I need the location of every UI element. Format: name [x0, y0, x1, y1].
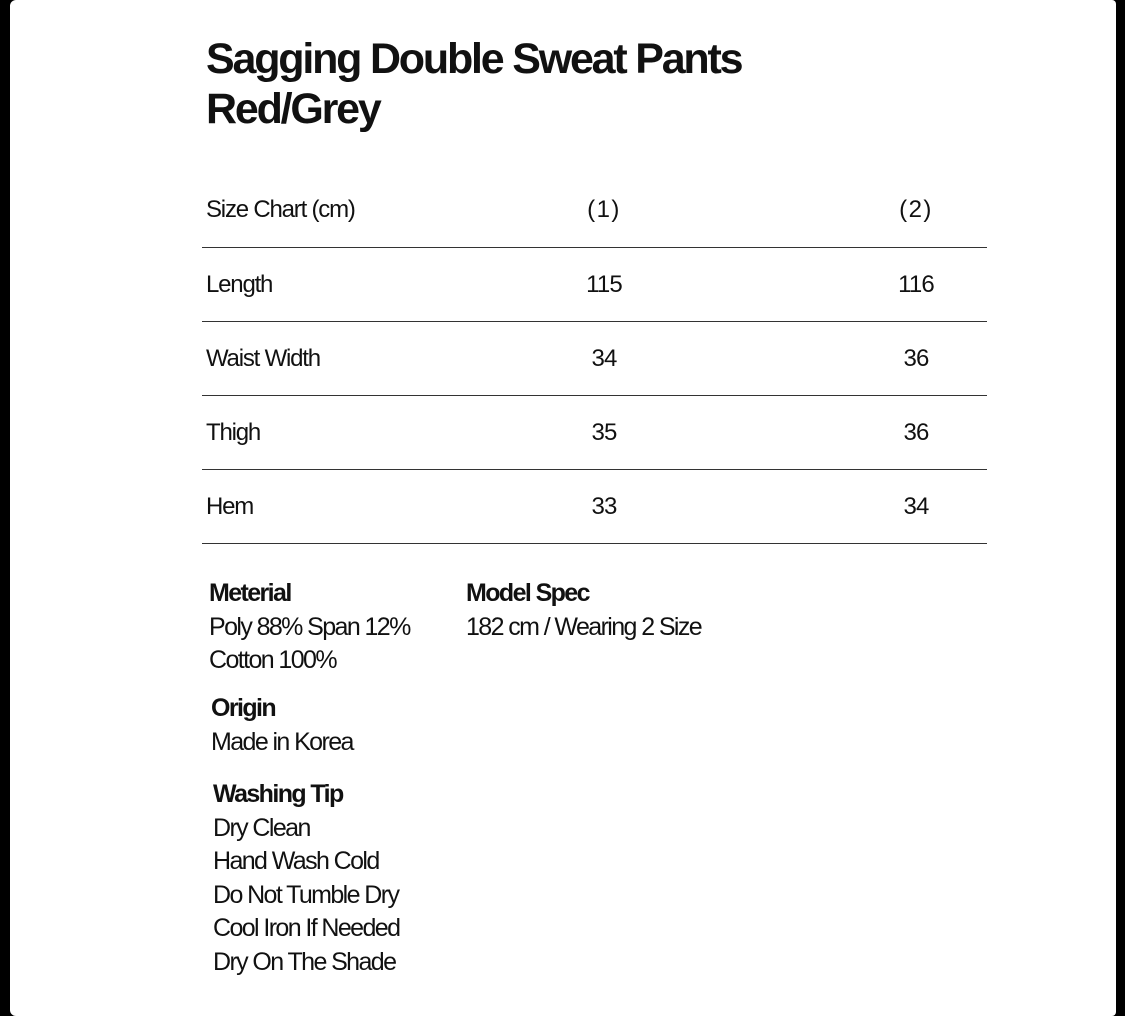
product-name: Sagging Double Sweat Pants: [206, 35, 742, 83]
size-1-value: 35: [591, 418, 617, 446]
size-2-value: 36: [903, 344, 929, 372]
table-row: [202, 396, 987, 470]
washing-tip-heading: Washing Tip: [213, 780, 343, 808]
product-title: [206, 34, 741, 134]
model-spec-section: [466, 577, 701, 644]
size-chart-table: [202, 172, 987, 544]
measurement-label: Hem: [206, 492, 254, 520]
material-line: Poly 88% Span 12%: [209, 612, 410, 641]
table-row: [202, 470, 987, 544]
material-line: Cotton 100%: [209, 646, 336, 674]
washing-tip-line: Dry Clean: [213, 813, 310, 842]
size-chart-title: Size Chart (cm): [206, 195, 355, 223]
washing-tip-line: Cool Iron If Needed: [213, 914, 400, 942]
table-row: [202, 322, 987, 396]
size-column-2-header: (2): [899, 195, 933, 223]
size-1-value: 34: [591, 344, 617, 372]
washing-tip-line: Hand Wash Cold: [213, 847, 379, 875]
product-color: Red/Grey: [206, 85, 380, 133]
measurement-label: Length: [206, 270, 273, 298]
material-section: [209, 577, 410, 678]
origin-heading: Origin: [211, 694, 276, 722]
origin-line: Made in Korea: [211, 727, 353, 756]
size-column-1-header: (1): [587, 195, 621, 223]
model-spec-heading: Model Spec: [466, 579, 589, 607]
size-2-value: 36: [903, 418, 929, 446]
size-2-value: 116: [898, 270, 934, 298]
size-chart-header-row: [202, 172, 987, 248]
origin-section: [211, 692, 353, 759]
size-1-value: 115: [586, 270, 622, 298]
measurement-label: Thigh: [206, 418, 261, 446]
washing-tip-line: Dry On The Shade: [213, 947, 396, 976]
washing-tip-section: [213, 778, 399, 979]
washing-tip-line: Do Not Tumble Dry: [213, 880, 399, 909]
size-1-value: 33: [591, 492, 617, 520]
product-info-sheet: [10, 0, 1116, 1016]
model-spec-line: 182 cm / Wearing 2 Size: [466, 612, 702, 641]
material-heading: Meterial: [209, 579, 291, 607]
size-2-value: 34: [903, 492, 929, 520]
table-row: [202, 248, 987, 322]
measurement-label: Waist Width: [206, 344, 320, 372]
